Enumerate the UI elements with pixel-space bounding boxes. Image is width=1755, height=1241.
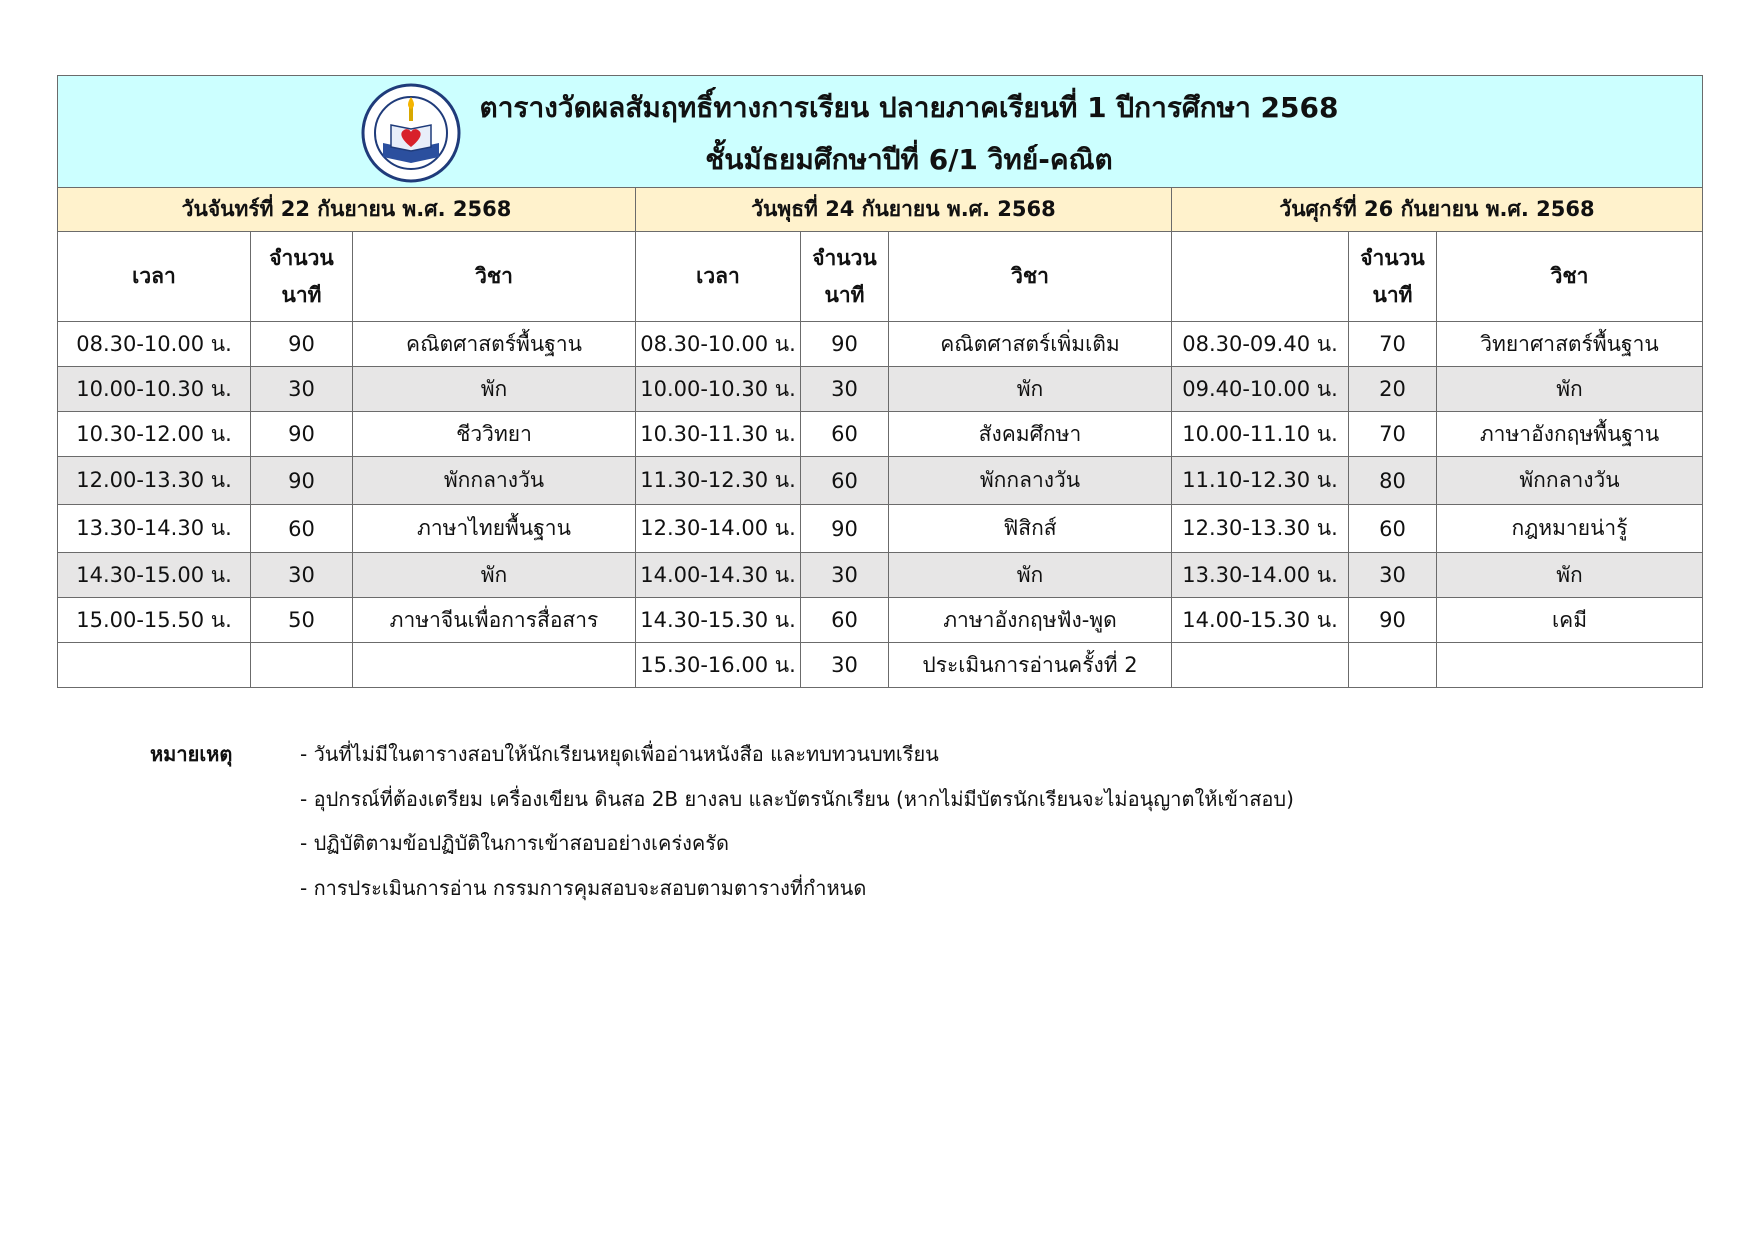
table-row	[58, 412, 1703, 457]
table-row	[58, 367, 1703, 412]
cell-subject: ภาษาไทยพื้นฐาน	[353, 505, 636, 553]
cell-time: 13.30-14.30 น.	[58, 505, 251, 553]
cell-minutes: 80	[1349, 457, 1437, 505]
cell-minutes: 90	[1349, 598, 1437, 643]
cell-time: 10.00-11.10 น.	[1172, 412, 1349, 457]
cell-minutes: 30	[801, 553, 889, 598]
cell-subject: พัก	[889, 367, 1172, 412]
cell-subject: วิทยาศาสตร์พื้นฐาน	[1437, 322, 1703, 367]
cell-minutes: 90	[251, 457, 353, 505]
note-item: - อุปกรณ์ที่ต้องเตรียม เครื่องเขียน ดินสอ 2B ยางลบ และบัตรนักเรียน (หากไม่มีบัตรนักเรียนจะไม่อนุญาตให้เข้าสอบ)	[300, 786, 1294, 811]
cell-subject: พัก	[889, 553, 1172, 598]
note-item: - การประเมินการอ่าน กรรมการคุมสอบจะสอบตามตารางที่กำหนด	[300, 875, 867, 900]
cell-minutes: 90	[801, 322, 889, 367]
cell-minutes	[251, 643, 353, 688]
exam-schedule-sheet	[57, 75, 1702, 688]
cell-minutes: 30	[801, 643, 889, 688]
cell-minutes: 90	[801, 505, 889, 553]
cell-time: 08.30-10.00 น.	[58, 322, 251, 367]
col-time-monday: เวลา	[58, 232, 251, 322]
note-item: - วันที่ไม่มีในตารางสอบให้นักเรียนหยุดเพื่ออ่านหนังสือ และทบทวนบทเรียน	[300, 742, 939, 766]
note-item: - ปฏิบัติตามข้อปฏิบัติในการเข้าสอบอย่างเคร่งครัด	[300, 831, 730, 855]
col-minutes-friday: จำนวน นาที	[1349, 232, 1437, 322]
cell-minutes: 30	[801, 367, 889, 412]
col-time-wednesday: เวลา	[636, 232, 801, 322]
cell-minutes: 70	[1349, 412, 1437, 457]
cell-time	[1172, 643, 1349, 688]
cell-time: 10.30-12.00 น.	[58, 412, 251, 457]
cell-subject: ชีววิทยา	[353, 412, 636, 457]
cell-time: 13.30-14.00 น.	[1172, 553, 1349, 598]
cell-subject: สังคมศึกษา	[889, 412, 1172, 457]
table-row	[58, 598, 1703, 643]
cell-minutes: 60	[251, 505, 353, 553]
cell-minutes: 60	[1349, 505, 1437, 553]
cell-minutes: 70	[1349, 322, 1437, 367]
cell-subject: กฎหมายน่ารู้	[1437, 505, 1703, 553]
cell-subject: ภาษาอังกฤษพื้นฐาน	[1437, 412, 1703, 457]
cell-minutes: 60	[801, 457, 889, 505]
cell-minutes: 90	[251, 322, 353, 367]
cell-subject: เคมี	[1437, 598, 1703, 643]
cell-time: 12.30-13.30 น.	[1172, 505, 1349, 553]
cell-subject: ฟิสิกส์	[889, 505, 1172, 553]
cell-time: 14.00-14.30 น.	[636, 553, 801, 598]
cell-time: 15.00-15.50 น.	[58, 598, 251, 643]
cell-subject: พัก	[1437, 553, 1703, 598]
table-row	[58, 553, 1703, 598]
day-friday: วันศุกร์ที่ 26 กันยายน พ.ศ. 2568	[1172, 188, 1703, 232]
notes-label: หมายเหตุ	[150, 742, 233, 766]
cell-time	[58, 643, 251, 688]
cell-time: 10.30-11.30 น.	[636, 412, 801, 457]
cell-time: 12.00-13.30 น.	[58, 457, 251, 505]
cell-time: 14.30-15.30 น.	[636, 598, 801, 643]
cell-subject: พัก	[353, 367, 636, 412]
title-banner	[58, 76, 1703, 188]
cell-subject: คณิตศาสตร์พื้นฐาน	[353, 322, 636, 367]
table-row	[58, 505, 1703, 553]
cell-time: 08.30-10.00 น.	[636, 322, 801, 367]
column-header-row	[58, 232, 1703, 322]
cell-minutes: 90	[251, 412, 353, 457]
cell-time: 14.30-15.00 น.	[58, 553, 251, 598]
col-minutes-monday: จำนวน นาที	[251, 232, 353, 322]
col-subject-wednesday: วิชา	[889, 232, 1172, 322]
page-title: ตารางวัดผลสัมฤทธิ์ทางการเรียน ปลายภาคเรียนที่ 1 ปีการศึกษา 2568	[479, 91, 1339, 124]
cell-subject: พัก	[353, 553, 636, 598]
day-wednesday: วันพุธที่ 24 กันยายน พ.ศ. 2568	[636, 188, 1172, 232]
col-time-friday	[1172, 232, 1349, 322]
cell-subject: ภาษาจีนเพื่อการสื่อสาร	[353, 598, 636, 643]
cell-subject	[353, 643, 636, 688]
col-subject-friday: วิชา	[1437, 232, 1703, 322]
cell-minutes: 30	[1349, 553, 1437, 598]
table-row	[58, 643, 1703, 688]
cell-minutes: 20	[1349, 367, 1437, 412]
cell-subject: ภาษาอังกฤษฟัง-พูด	[889, 598, 1172, 643]
table-row	[58, 457, 1703, 505]
cell-time: 08.30-09.40 น.	[1172, 322, 1349, 367]
cell-subject	[1437, 643, 1703, 688]
exam-schedule-table	[57, 75, 1703, 688]
cell-minutes: 60	[801, 598, 889, 643]
cell-time: 10.00-10.30 น.	[636, 367, 801, 412]
cell-subject: พักกลางวัน	[353, 457, 636, 505]
cell-subject: พักกลางวัน	[1437, 457, 1703, 505]
col-subject-monday: วิชา	[353, 232, 636, 322]
cell-minutes	[1349, 643, 1437, 688]
cell-minutes: 50	[251, 598, 353, 643]
day-monday: วันจันทร์ที่ 22 กันยายน พ.ศ. 2568	[58, 188, 636, 232]
cell-time: 10.00-10.30 น.	[58, 367, 251, 412]
page-subtitle: ชั้นมัธยมศึกษาปีที่ 6/1 วิทย์-คณิต	[705, 143, 1113, 176]
day-header-row	[58, 188, 1703, 232]
cell-subject: พัก	[1437, 367, 1703, 412]
cell-minutes: 30	[251, 553, 353, 598]
cell-subject: คณิตศาสตร์เพิ่มเติม	[889, 322, 1172, 367]
cell-subject: พักกลางวัน	[889, 457, 1172, 505]
cell-time: 09.40-10.00 น.	[1172, 367, 1349, 412]
notes-list	[300, 738, 1294, 916]
cell-subject: ประเมินการอ่านครั้งที่ 2	[889, 643, 1172, 688]
col-minutes-wednesday: จำนวน นาที	[801, 232, 889, 322]
cell-time: 11.30-12.30 น.	[636, 457, 801, 505]
cell-time: 14.00-15.30 น.	[1172, 598, 1349, 643]
table-row	[58, 322, 1703, 367]
cell-minutes: 60	[801, 412, 889, 457]
cell-minutes: 30	[251, 367, 353, 412]
cell-time: 15.30-16.00 น.	[636, 643, 801, 688]
cell-time: 12.30-14.00 น.	[636, 505, 801, 553]
cell-time: 11.10-12.30 น.	[1172, 457, 1349, 505]
